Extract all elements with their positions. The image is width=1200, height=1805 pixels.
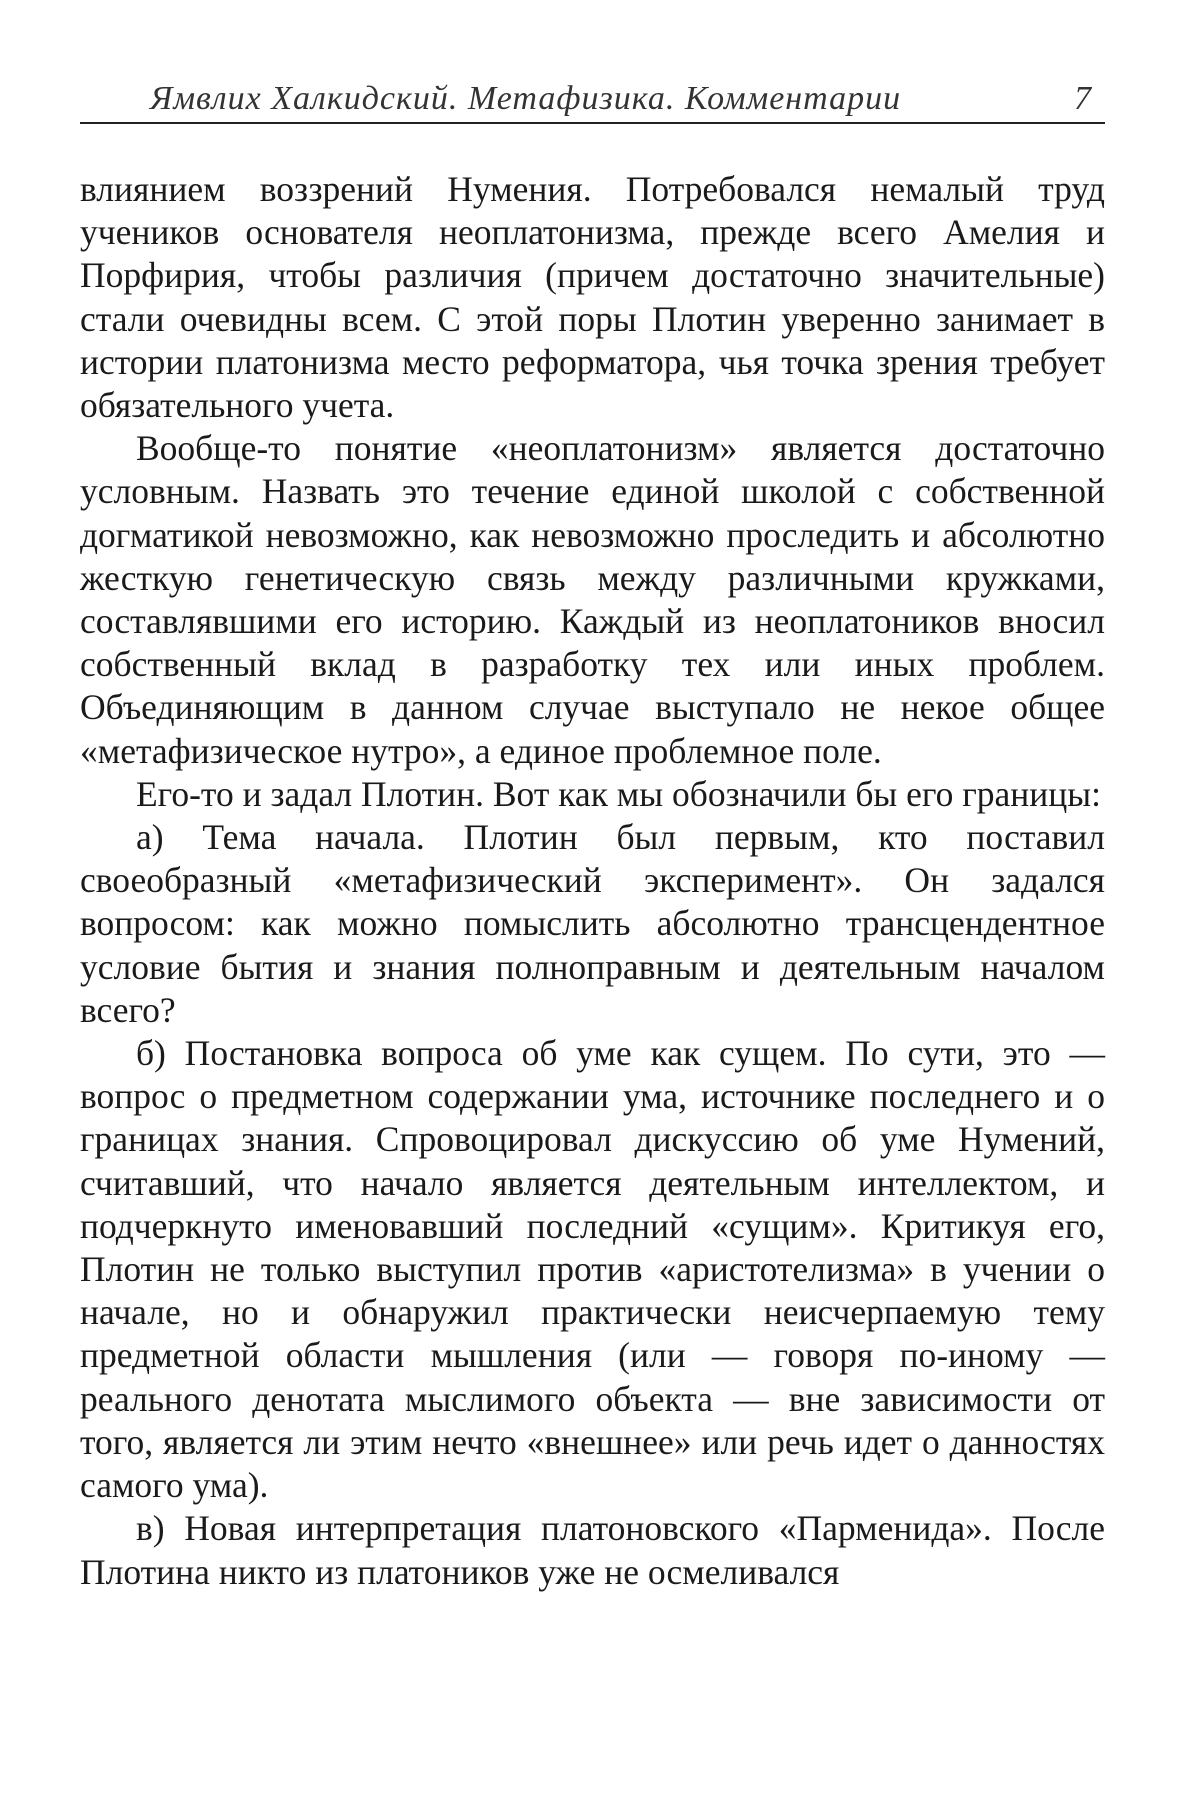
running-title: Ямвлих Халкидский. Метафизика. Комментарии bbox=[150, 80, 902, 117]
book-page bbox=[80, 70, 1105, 1594]
page-number: 7 bbox=[1074, 80, 1091, 117]
paragraph-neoplatonism: Вообще-то понятие «неоплатонизм» является достаточно условным. Назвать это течение единой школой с собственной догматикой невозможно, как невозможно проследить и абсолютно жесткую генетическую связь между различными кружками, составлявшими его историю. Каждый из неоплатоников вносил собственный вклад в разработку тех или иных проблем. Объединяющим в данном случае выступало не некое общее «метафизическое нутро», а единое проблемное поле. bbox=[80, 428, 1105, 771]
list-item-b: б) Постановка вопроса об уме как сущем. По сути, это — вопрос о предметном содержании ума, источнике последнего и о границах знания. Спровоцировал дискуссию об уме Нумений, считавший, что начало является деятельным интеллектом, и подчеркнуто именовавший последний «сущим». Критикуя его, Плотин не только выступил против «аристотелизма» в учении о начале, но и обнаружил практически неисчерпаемую тему предметной области мышления (или — говоря по-иному — реального денотата мыслимого объекта — вне зависимости от того, является ли этим нечто «внешнее» или речь идет о данностях самого ума). bbox=[80, 1033, 1105, 1506]
list-item-c: в) Новая интерпретация платоновского «Парменида». После Плотина никто из платоников уже не осмеливался bbox=[80, 1508, 1105, 1592]
paragraph-continuation: влиянием воззрений Нумения. Потребовался немалый труд учеников основателя неоплатонизма, прежде всего Амелия и Порфирия, чтобы различия (причем достаточно значительные) стали очевидны всем. С этой поры Плотин уверенно занимает в истории платонизма место реформатора, чья точка зрения требует обязательного учета. bbox=[80, 169, 1105, 426]
running-head bbox=[80, 70, 1105, 124]
list-item-a: а) Тема начала. Плотин был первым, кто поставил своеобразный «метафизический эксперимент». Он задался вопросом: как можно помыслить абсолютно трансцендентное условие бытия и знания полноправным и деятельным началом всего? bbox=[80, 817, 1105, 1030]
paragraph-boundaries: Его-то и задал Плотин. Вот как мы обозначили бы его границы: bbox=[136, 773, 1101, 814]
body-text bbox=[80, 168, 1105, 1594]
